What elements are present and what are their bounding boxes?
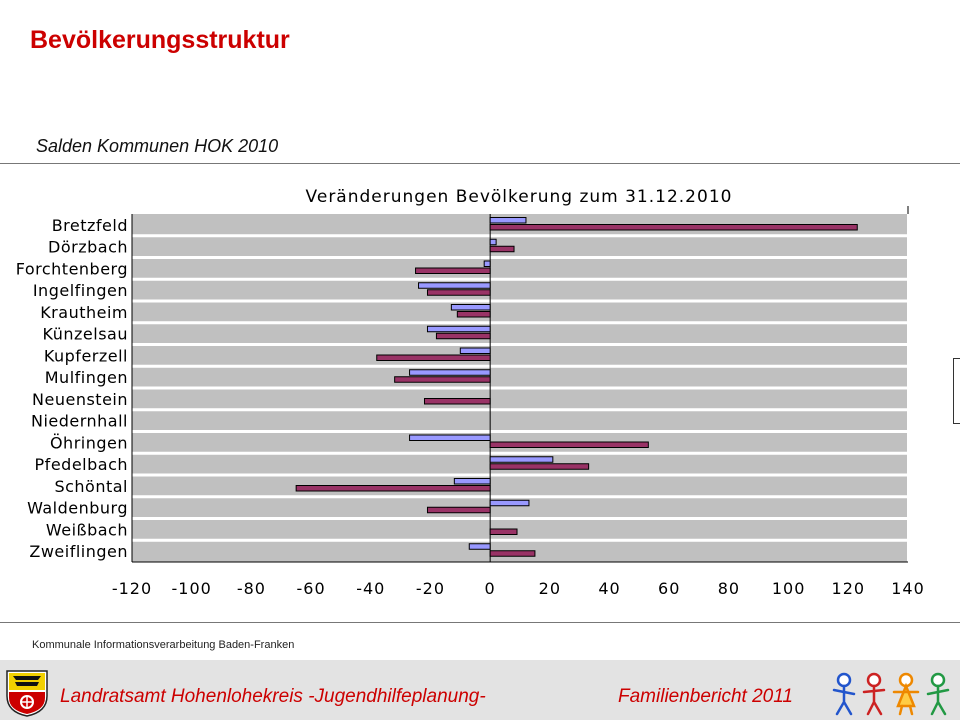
x-tick-label: -20 (415, 579, 446, 598)
x-tick-label: 100 (771, 579, 806, 598)
x-tick-label: 40 (598, 579, 621, 598)
category-label: Künzelsau (42, 324, 128, 344)
bar-series-b-bretzfeld (490, 225, 857, 231)
bar-series-b-krautheim (457, 312, 490, 318)
bar-series-a-forchtenberg (484, 261, 490, 267)
category-labels (16, 216, 128, 561)
children-drawing-icon (828, 668, 958, 718)
bar-series-a-krautheim (451, 305, 490, 311)
category-label: Niedernhall (30, 411, 128, 431)
bar-series-a-dörzbach (490, 239, 496, 245)
category-label: Zweiflingen (29, 542, 128, 562)
x-tick-label: -80 (236, 579, 266, 598)
category-label: Dörzbach (48, 237, 128, 257)
bar-series-b-pfedelbach (490, 464, 588, 470)
x-tick-label: 60 (658, 579, 681, 598)
bar-series-b-dörzbach (490, 246, 514, 252)
x-tick-label: -120 (111, 579, 153, 598)
category-label: Schöntal (54, 476, 128, 496)
divider-bottom (0, 622, 960, 623)
bar-series-a-waldenburg (490, 500, 529, 506)
footer-organisation: Landratsamt Hohenlohekreis -Jugendhilfeplanung- (60, 686, 486, 707)
bar-series-b-mulfingen (395, 377, 491, 383)
bar-series-b-künzelsau (436, 333, 490, 339)
slide-title: Bevölkerungsstruktur (30, 26, 290, 54)
category-label: Krautheim (40, 302, 128, 322)
x-tick-label: 80 (717, 579, 741, 598)
bar-series-a-schöntal (454, 479, 490, 485)
bar-series-b-weißbach (490, 529, 517, 535)
bar-series-b-zweiflingen (490, 551, 535, 557)
plot-area (132, 206, 908, 562)
category-label: Pfedelbach (34, 455, 128, 475)
bar-series-b-schöntal (296, 486, 490, 492)
x-tick-label: 140 (891, 579, 925, 598)
bar-series-a-pfedelbach (490, 457, 553, 463)
bar-series-b-öhringen (490, 442, 648, 448)
population-change-chart (0, 170, 960, 610)
bar-series-a-künzelsau (427, 326, 490, 332)
x-tick-labels (112, 579, 925, 598)
bar-series-b-neuenstein (424, 399, 490, 405)
category-label: Kupferzell (43, 346, 128, 366)
bar-series-b-kupferzell (377, 355, 490, 361)
divider-top (0, 163, 960, 164)
category-label: Weißbach (45, 520, 128, 540)
bar-series-b-ingelfingen (427, 290, 490, 296)
category-label: Mulfingen (44, 368, 128, 388)
x-tick-label: -40 (356, 579, 386, 598)
x-tick-label: 120 (831, 579, 866, 598)
category-label: Ingelfingen (32, 281, 128, 301)
chart-title: Veränderungen Bevölkerung zum 31.12.2010 (305, 187, 733, 207)
bar-series-b-forchtenberg (416, 268, 491, 274)
bar-series-a-öhringen (410, 435, 491, 441)
category-label: Öhringen (49, 433, 128, 453)
bar-series-a-kupferzell (460, 348, 490, 354)
source-note: Kommunale Informationsverarbeitung Baden-Franken (32, 639, 295, 651)
coat-of-arms-icon (4, 668, 50, 718)
x-tick-label: -100 (171, 579, 212, 598)
bar-series-b-waldenburg (427, 507, 490, 513)
x-tick-label: 20 (538, 579, 562, 598)
bar-series-a-bretzfeld (490, 218, 526, 224)
category-label: Waldenburg (27, 498, 128, 518)
x-tick-label: 0 (484, 579, 496, 598)
slide-subtitle: Salden Kommunen HOK 2010 (36, 136, 279, 156)
bar-series-a-zweiflingen (469, 544, 490, 550)
bar-series-a-ingelfingen (419, 283, 491, 289)
x-tick-label: -60 (296, 579, 326, 598)
category-label: Bretzfeld (51, 215, 128, 235)
category-label: Neuenstein (32, 389, 128, 409)
bar-series-a-mulfingen (410, 370, 491, 376)
category-label: Forchtenberg (15, 259, 128, 279)
footer-report-title: Familienbericht 2011 (618, 686, 793, 707)
